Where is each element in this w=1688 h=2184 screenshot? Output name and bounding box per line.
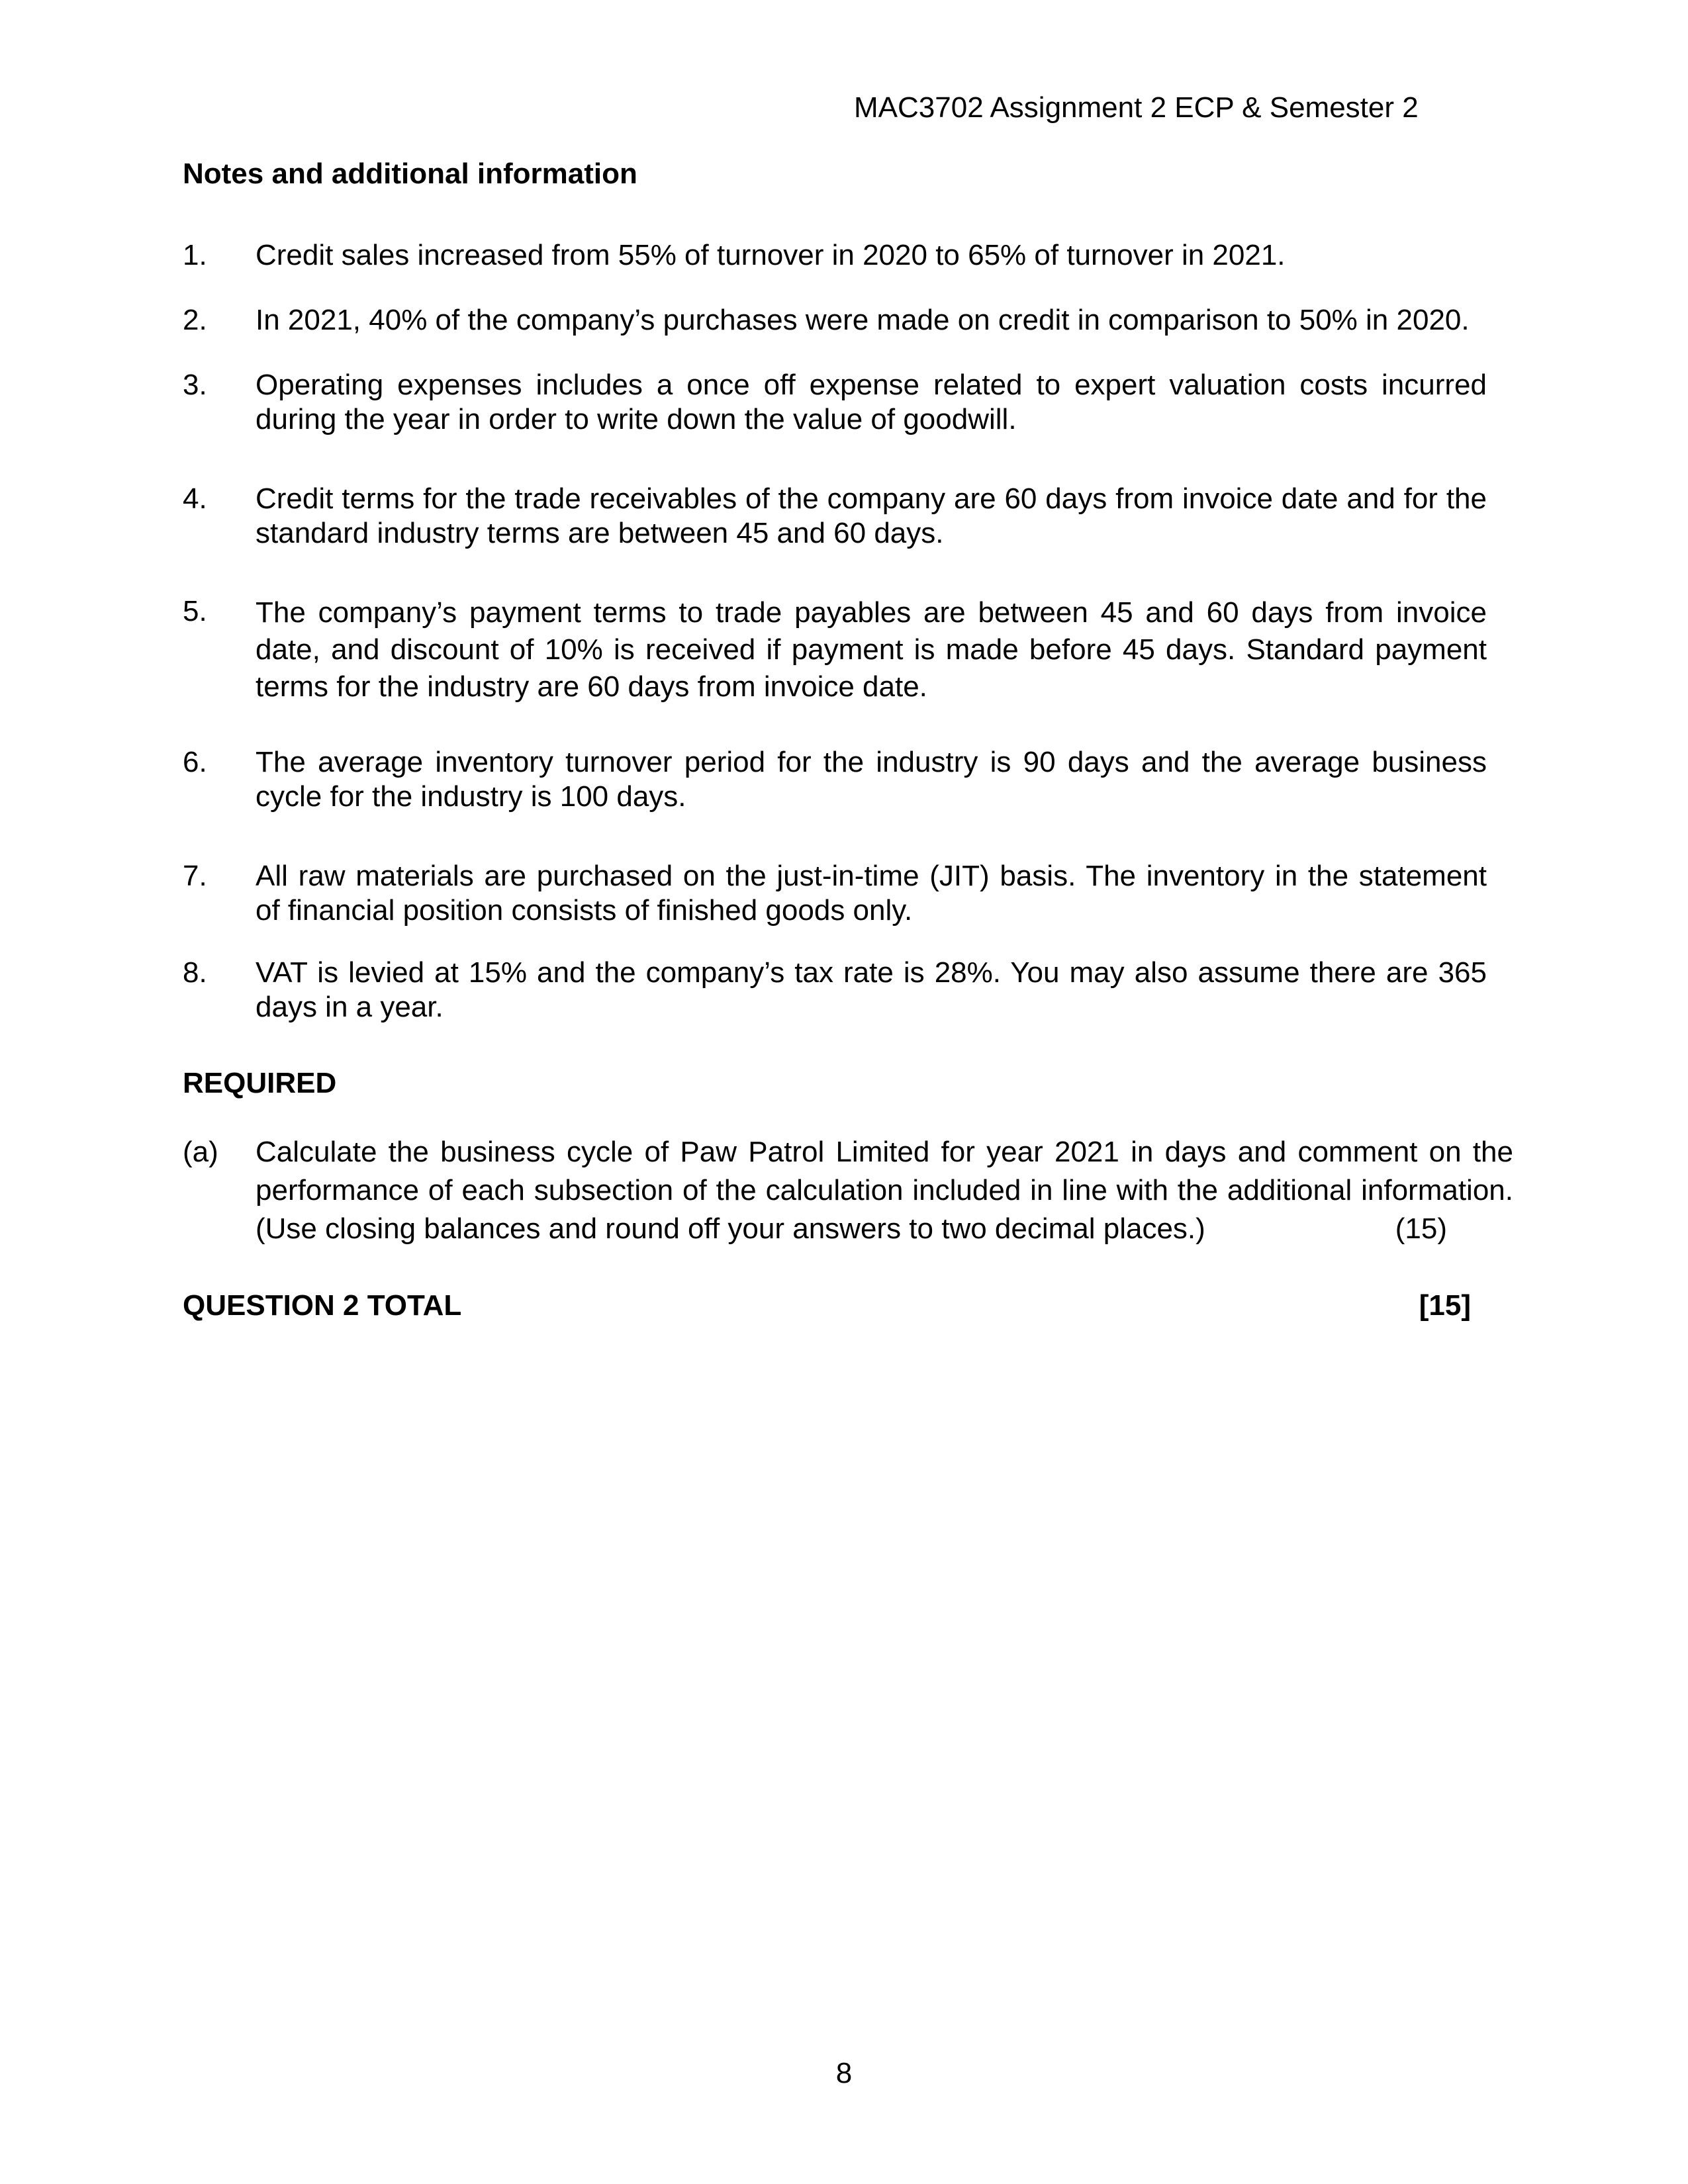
page-number: 8 — [835, 2057, 853, 2089]
note-text: The company’s payment terms to trade payables are between 45 and 60 days from invoice date, and discount of 10% is received if payment is made before 45 days. Standard payment terms for the industry are 60 days from invoice date. — [256, 596, 1487, 703]
note-text: Credit terms for the trade receivables of the company are 60 days from invoice date and for the standard industry terms are between 45 and 60 days. — [256, 482, 1487, 549]
note-number: 1. — [183, 239, 207, 271]
note-text: In 2021, 40% of the company’s purchases were made on credit in comparison to 50% in 2020. — [256, 304, 1470, 336]
required-part-a — [183, 1133, 1513, 1248]
note-text: Operating expenses includes a once off expense related to expert valuation costs incurred during the year in order to write down the value of goodwill. — [256, 369, 1487, 435]
required-part-label: (a) — [183, 1136, 218, 1168]
required-part-text — [256, 1133, 1513, 1248]
required-heading: REQUIRED — [183, 1067, 337, 1099]
required-part-instruction: (Use closing balances and round off your answers to two decimal places.) — [256, 1212, 1205, 1245]
required-part-instruction-row — [256, 1210, 1447, 1248]
note-number: 6. — [183, 746, 207, 778]
required-part-marks: (15) — [1395, 1212, 1447, 1245]
note-item-6 — [183, 745, 1487, 814]
required-part-question: Calculate the business cycle of Paw Patrol Limited for year 2021 in days and comment on the performance of each subsection of the calculation included in line with the additional information. — [256, 1136, 1513, 1206]
note-number: 8. — [183, 956, 207, 989]
note-number: 7. — [183, 860, 207, 892]
question-total-label: QUESTION 2 TOTAL — [183, 1289, 462, 1322]
note-item-1 — [183, 238, 1487, 273]
note-number: 5. — [183, 595, 207, 627]
note-text: Credit sales increased from 55% of turnover in 2020 to 65% of turnover in 2021. — [256, 239, 1286, 271]
note-text: The average inventory turnover period for the industry is 90 days and the average business cycle for the industry is 100 days. — [256, 746, 1487, 813]
note-item-2 — [183, 303, 1487, 338]
question-total-row — [183, 1289, 1471, 1322]
note-item-7 — [183, 859, 1487, 928]
note-text: All raw materials are purchased on the just-in-time (JIT) basis. The inventory in the statement of financial position consists of finished goods only. — [256, 860, 1487, 927]
note-item-3 — [183, 368, 1487, 437]
notes-heading: Notes and additional information — [183, 158, 637, 190]
note-number: 4. — [183, 482, 207, 515]
note-number: 2. — [183, 304, 207, 336]
page-header-course-info: MAC3702 Assignment 2 ECP & Semester 2 — [854, 91, 1419, 124]
note-item-8 — [183, 956, 1487, 1024]
question-total-marks: [15] — [1419, 1289, 1471, 1322]
note-item-5 — [183, 594, 1487, 705]
note-item-4 — [183, 482, 1487, 551]
note-number: 3. — [183, 369, 207, 401]
note-text: VAT is levied at 15% and the company’s tax rate is 28%. You may also assume there are 365 days in a year. — [256, 956, 1487, 1023]
